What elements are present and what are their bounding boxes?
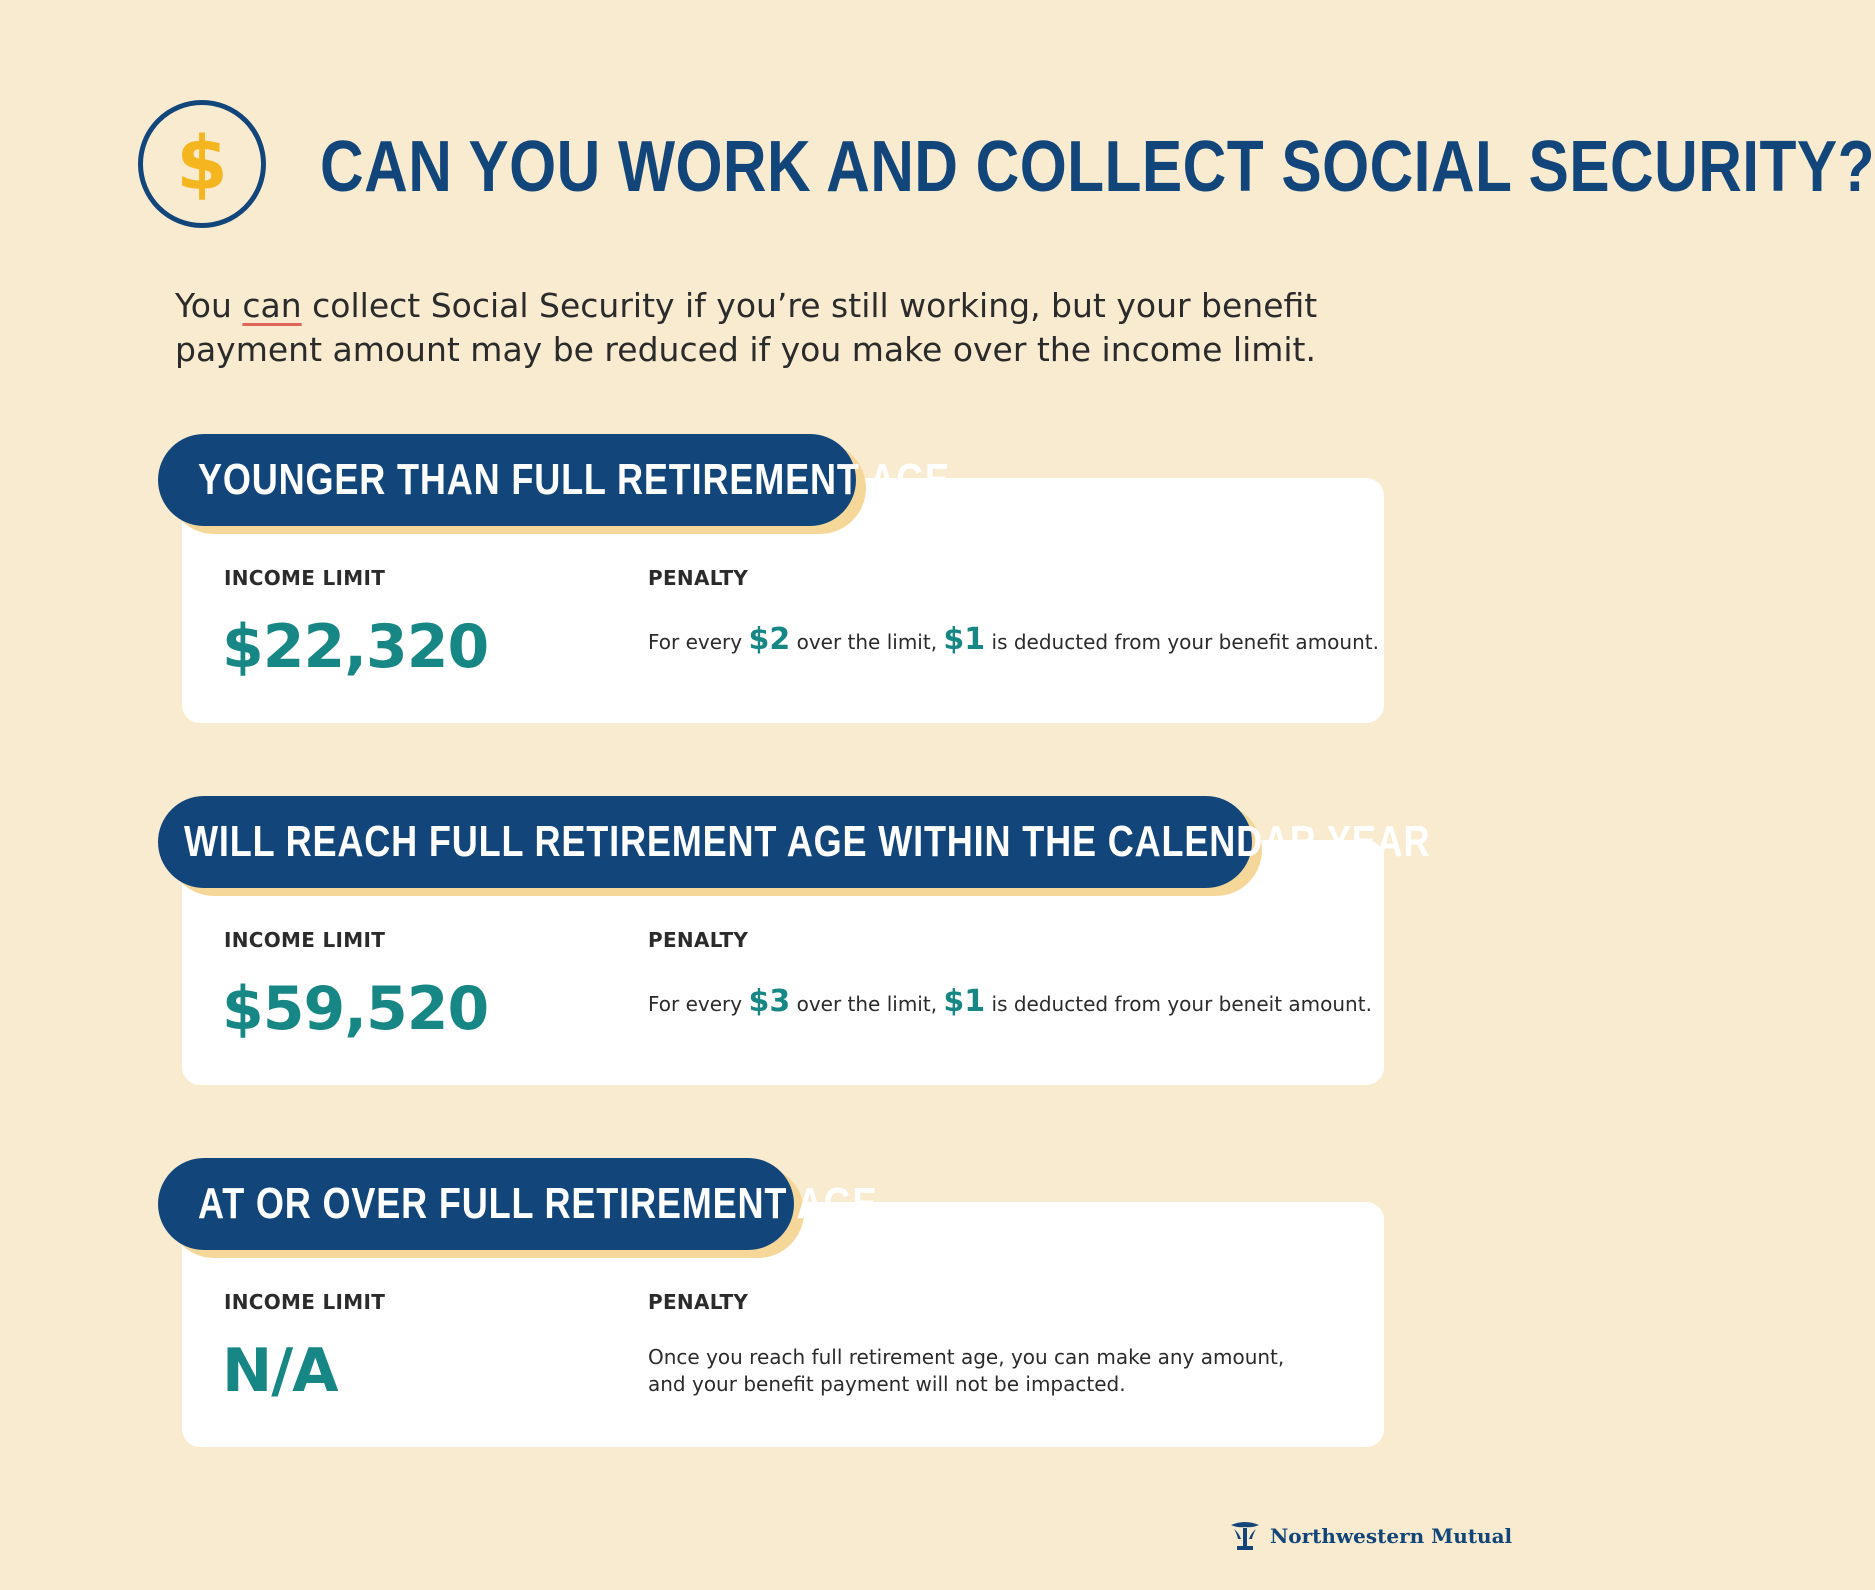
intro-emphasis: can bbox=[242, 286, 302, 325]
dollar-icon: $ bbox=[138, 100, 266, 228]
penalty-text: Once you reach full retirement age, you can make any amount, and your benefit payment will not be impacted. bbox=[648, 1345, 1285, 1396]
penalty-label: PENALTY bbox=[648, 566, 749, 590]
income-limit-label: INCOME LIMIT bbox=[224, 1290, 386, 1314]
income-limit-value: N/A bbox=[222, 1336, 338, 1406]
penalty-text: For every $2 over the limit, $1 is deducted from your benefit amount. bbox=[648, 622, 1379, 657]
intro-text: You can collect Social Security if you’re still working, but your benefit payment amount may be reduced if you make over the income limit. bbox=[175, 286, 1318, 369]
income-limit-value: $59,520 bbox=[222, 974, 489, 1044]
income-limit-value: $22,320 bbox=[222, 612, 489, 682]
penalty-label: PENALTY bbox=[648, 1290, 749, 1314]
brand-name: Northwestern Mutual bbox=[1270, 1524, 1513, 1548]
page-title: CAN YOU WORK AND COLLECT SOCIAL SECURITY? bbox=[320, 127, 1875, 207]
brand-logo bbox=[1228, 1518, 1512, 1554]
section-heading: YOUNGER THAN FULL RETIREMENT AGE bbox=[158, 434, 856, 526]
penalty-text: For every $3 over the limit, $1 is deducted from your beneit amount. bbox=[648, 984, 1372, 1019]
section-heading: AT OR OVER FULL RETIREMENT AGE bbox=[158, 1158, 794, 1250]
income-limit-label: INCOME LIMIT bbox=[224, 928, 386, 952]
section-heading: WILL REACH FULL RETIREMENT AGE WITHIN THE CALENDAR YEAR bbox=[158, 796, 1252, 888]
header bbox=[138, 100, 1875, 235]
income-limit-label: INCOME LIMIT bbox=[224, 566, 386, 590]
northwestern-mutual-logo-icon bbox=[1228, 1519, 1262, 1553]
penalty-label: PENALTY bbox=[648, 928, 749, 952]
